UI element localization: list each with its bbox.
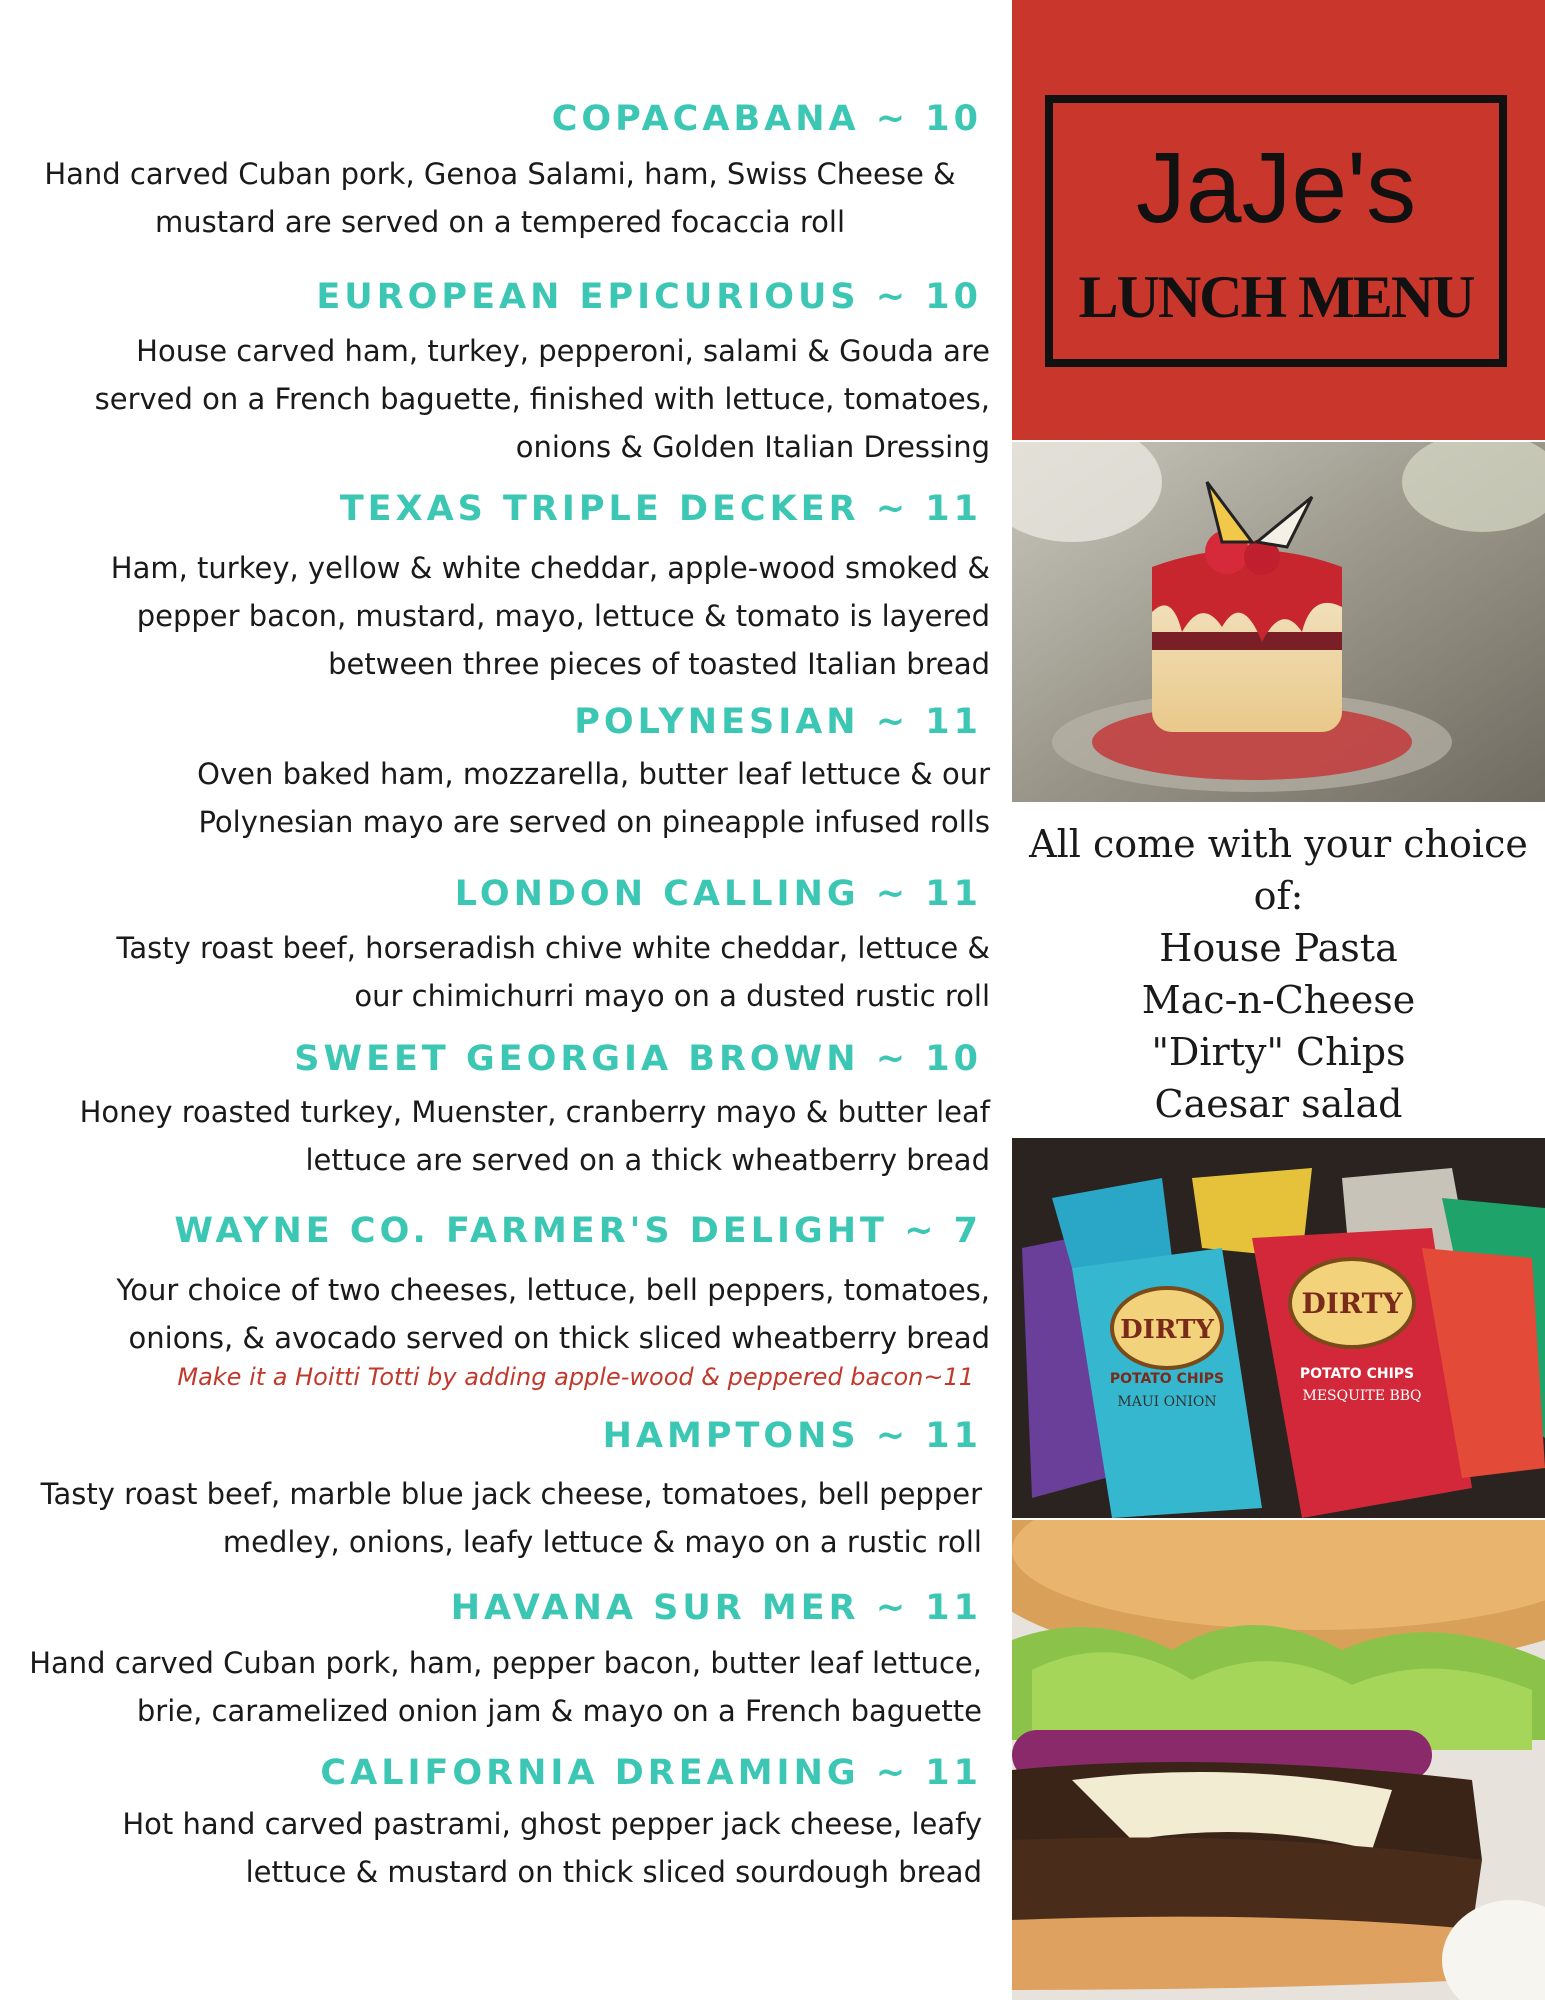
chips-brand-text: DIRTY bbox=[1301, 1287, 1403, 1320]
item-title: SWEET GEORGIA BROWN ~ 10 bbox=[294, 1039, 982, 1079]
logo-box bbox=[1045, 95, 1507, 367]
menu-subtitle: LUNCH MENU bbox=[1078, 264, 1474, 330]
sides-heading: All come with your choice of: bbox=[1029, 822, 1528, 918]
restaurant-name: JaJe's bbox=[1135, 132, 1417, 244]
item-description: Oven baked ham, mozzarella, butter leaf lettuce & our Polynesian mayo are served on pineapple infused rolls bbox=[197, 757, 990, 839]
item-description: Hand carved Cuban pork, ham, pepper bacon, butter leaf lettuce, brie, caramelized onion jam & mayo on a French baguette bbox=[29, 1646, 982, 1728]
item-description: Honey roasted turkey, Muenster, cranberry mayo & butter leaf lettuce are served on a thick wheatberry bread bbox=[79, 1095, 990, 1177]
chips-flavor-text: MESQUITE BBQ bbox=[1302, 1388, 1422, 1404]
item-description: Hot hand carved pastrami, ghost pepper jack cheese, leafy lettuce & mustard on thick sliced sourdough bread bbox=[122, 1807, 982, 1889]
item-title: COPACABANA ~ 10 bbox=[551, 99, 982, 139]
side-option: Caesar salad bbox=[1154, 1082, 1403, 1126]
item-description: Tasty roast beef, horseradish chive white cheddar, lettuce & our chimichurri mayo on a dusted rustic roll bbox=[116, 931, 990, 1013]
side-option: House Pasta bbox=[1159, 926, 1398, 970]
item-title: CALIFORNIA DREAMING ~ 11 bbox=[320, 1753, 982, 1793]
item-title: POLYNESIAN ~ 11 bbox=[574, 702, 982, 742]
chips-photo bbox=[1012, 1138, 1545, 1518]
item-description: Your choice of two cheeses, lettuce, bell peppers, tomatoes, onions, & avocado served on thick sliced wheatberry bread bbox=[116, 1273, 990, 1355]
item-title: LONDON CALLING ~ 11 bbox=[454, 874, 982, 914]
item-title: HAVANA SUR MER ~ 11 bbox=[450, 1588, 982, 1628]
chips-flavor-text: MAUI ONION bbox=[1117, 1394, 1217, 1410]
sides-list bbox=[1012, 818, 1545, 1182]
item-title: EUROPEAN EPICURIOUS ~ 10 bbox=[316, 277, 982, 317]
item-description: House carved ham, turkey, pepperoni, salami & Gouda are served on a French baguette, finished with lettuce, tomatoes, onions & Golden Italian Dressing bbox=[94, 334, 990, 464]
burger-photo bbox=[1012, 1520, 1545, 2000]
item-title: TEXAS TRIPLE DECKER ~ 11 bbox=[339, 489, 982, 529]
chips-product-text: POTATO CHIPS bbox=[1299, 1366, 1415, 1382]
chips-brand-text: DIRTY bbox=[1120, 1315, 1214, 1345]
item-description: Hand carved Cuban pork, Genoa Salami, ham, Swiss Cheese & mustard are served on a tempered focaccia roll bbox=[44, 157, 956, 239]
dessert-photo bbox=[1012, 442, 1545, 802]
side-option: "Dirty" Chips bbox=[1151, 1030, 1406, 1074]
item-title: HAMPTONS ~ 11 bbox=[602, 1416, 982, 1456]
upgrade-note: Make it a Hoitti Totti by adding apple-wood & peppered bacon~11 bbox=[177, 1363, 974, 1391]
side-column bbox=[1012, 0, 1545, 2000]
item-description: Ham, turkey, yellow & white cheddar, apple-wood smoked & pepper bacon, mustard, mayo, lettuce & tomato is layered between three pieces of toasted Italian bread bbox=[110, 551, 990, 681]
chips-product-text: POTATO CHIPS bbox=[1109, 1371, 1225, 1387]
side-option: Mac-n-Cheese bbox=[1141, 978, 1416, 1022]
header-panel bbox=[1012, 0, 1545, 440]
item-description: Tasty roast beef, marble blue jack cheese, tomatoes, bell pepper medley, onions, leafy lettuce & mayo on a rustic roll bbox=[40, 1477, 982, 1559]
item-title: WAYNE CO. FARMER'S DELIGHT ~ 7 bbox=[174, 1211, 982, 1251]
